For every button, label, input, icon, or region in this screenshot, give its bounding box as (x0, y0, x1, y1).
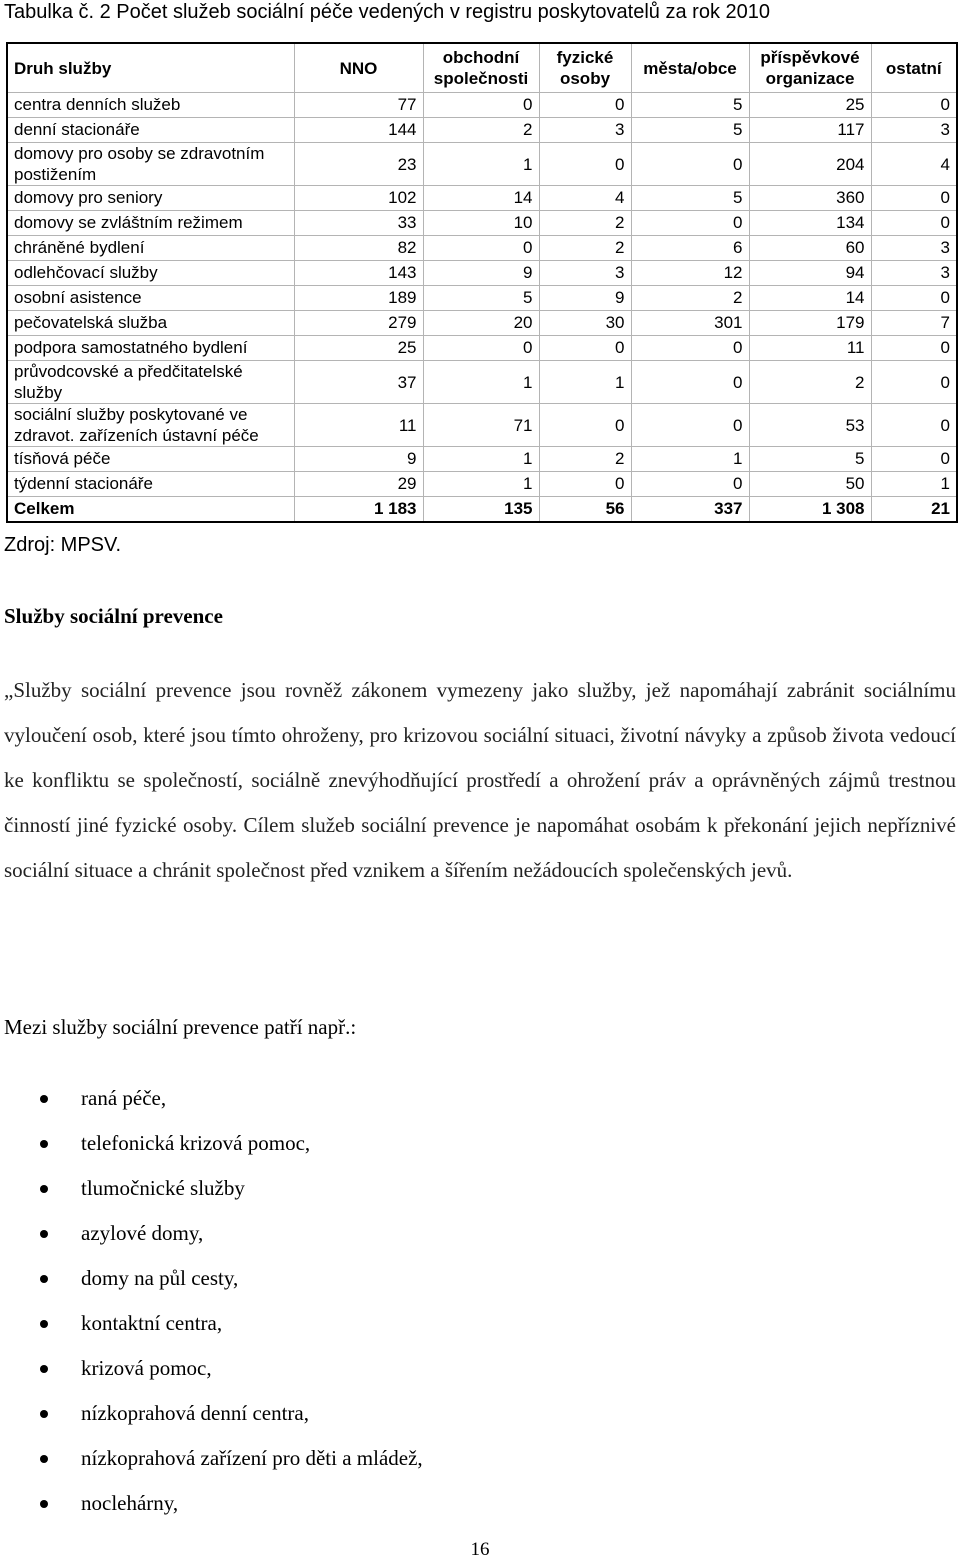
count-cell-mesta: 0 (631, 143, 749, 186)
count-cell-ost: 1 (871, 472, 957, 497)
count-cell-obch: 1 (423, 361, 539, 404)
column-header: NNO (294, 43, 423, 93)
table-row (7, 286, 957, 311)
count-cell-nno: 102 (294, 186, 423, 211)
service-type-cell: Celkem (7, 497, 294, 523)
services-table-wrapper (6, 42, 956, 523)
table-row (7, 261, 957, 286)
list-item (0, 1391, 423, 1436)
count-cell-fyz: 0 (539, 404, 631, 447)
count-cell-obch: 0 (423, 336, 539, 361)
count-cell-ost: 3 (871, 236, 957, 261)
service-type-cell: tísňová péče (7, 447, 294, 472)
count-cell-nno: 29 (294, 472, 423, 497)
count-cell-nno: 143 (294, 261, 423, 286)
count-cell-obch: 2 (423, 118, 539, 143)
count-cell-fyz: 2 (539, 236, 631, 261)
table-row (7, 472, 957, 497)
count-cell-prisp: 60 (749, 236, 871, 261)
count-cell-ost: 0 (871, 447, 957, 472)
count-cell-mesta: 12 (631, 261, 749, 286)
section-heading: Služby sociální prevence (4, 604, 223, 628)
count-cell-fyz: 30 (539, 311, 631, 336)
service-type-cell: domovy pro osoby se zdravotním postižením (7, 143, 294, 186)
count-cell-obch: 14 (423, 186, 539, 211)
column-header: ostatní (871, 43, 957, 93)
service-type-cell: odlehčovací služby (7, 261, 294, 286)
count-cell-obch: 135 (423, 497, 539, 523)
count-cell-obch: 1 (423, 143, 539, 186)
count-cell-mesta: 301 (631, 311, 749, 336)
count-cell-prisp: 5 (749, 447, 871, 472)
count-cell-fyz: 2 (539, 211, 631, 236)
table-row (7, 186, 957, 211)
list-item (0, 1481, 423, 1526)
count-cell-mesta: 0 (631, 404, 749, 447)
count-cell-mesta: 5 (631, 186, 749, 211)
count-cell-obch: 0 (423, 93, 539, 118)
count-cell-ost: 3 (871, 118, 957, 143)
table-row (7, 236, 957, 261)
column-header: Druh služby (7, 43, 294, 93)
table-row (7, 404, 957, 447)
table-total-row (7, 497, 957, 523)
column-header: obchodní společnosti (423, 43, 539, 93)
count-cell-prisp: 14 (749, 286, 871, 311)
count-cell-fyz: 9 (539, 286, 631, 311)
service-type-cell: sociální služby poskytované ve zdravot. zařízeních ústavní péče (7, 404, 294, 447)
table-body (7, 93, 957, 523)
count-cell-obch: 9 (423, 261, 539, 286)
count-cell-obch: 10 (423, 211, 539, 236)
count-cell-mesta: 337 (631, 497, 749, 523)
bullet-icon (40, 1455, 48, 1463)
count-cell-fyz: 2 (539, 447, 631, 472)
count-cell-ost: 0 (871, 404, 957, 447)
list-item (0, 1301, 423, 1346)
count-cell-prisp: 179 (749, 311, 871, 336)
count-cell-obch: 1 (423, 472, 539, 497)
count-cell-prisp: 134 (749, 211, 871, 236)
count-cell-ost: 0 (871, 361, 957, 404)
count-cell-mesta: 0 (631, 336, 749, 361)
count-cell-fyz: 1 (539, 361, 631, 404)
count-cell-nno: 11 (294, 404, 423, 447)
count-cell-prisp: 11 (749, 336, 871, 361)
count-cell-nno: 279 (294, 311, 423, 336)
list-intro: Mezi služby sociální prevence patří např.: (4, 1015, 357, 1039)
service-type-cell: chráněné bydlení (7, 236, 294, 261)
table-row (7, 336, 957, 361)
list-item (0, 1121, 423, 1166)
column-header: fyzické osoby (539, 43, 631, 93)
count-cell-ost: 0 (871, 336, 957, 361)
list-item-text: raná péče, (81, 1086, 167, 1110)
list-item-text: noclehárny, (81, 1491, 179, 1515)
count-cell-ost: 21 (871, 497, 957, 523)
count-cell-ost: 7 (871, 311, 957, 336)
count-cell-prisp: 53 (749, 404, 871, 447)
table-header-row (7, 43, 957, 93)
count-cell-fyz: 3 (539, 118, 631, 143)
count-cell-mesta: 0 (631, 211, 749, 236)
count-cell-ost: 0 (871, 186, 957, 211)
bullet-icon (40, 1185, 48, 1193)
table-row (7, 211, 957, 236)
count-cell-mesta: 1 (631, 447, 749, 472)
count-cell-nno: 1 183 (294, 497, 423, 523)
list-item-text: domy na půl cesty, (81, 1266, 239, 1290)
list-item-text: tlumočnické služby (81, 1176, 245, 1200)
service-type-cell: pečovatelská služba (7, 311, 294, 336)
count-cell-ost: 0 (871, 93, 957, 118)
count-cell-fyz: 0 (539, 93, 631, 118)
table-row (7, 447, 957, 472)
bullet-icon (40, 1140, 48, 1148)
table-row (7, 311, 957, 336)
list-item (0, 1346, 423, 1391)
list-item (0, 1166, 423, 1211)
table-row (7, 143, 957, 186)
count-cell-obch: 1 (423, 447, 539, 472)
count-cell-obch: 20 (423, 311, 539, 336)
list-item (0, 1076, 423, 1121)
count-cell-mesta: 5 (631, 93, 749, 118)
bullet-icon (40, 1095, 48, 1103)
count-cell-prisp: 360 (749, 186, 871, 211)
count-cell-nno: 77 (294, 93, 423, 118)
list-item (0, 1256, 423, 1301)
bullet-icon (40, 1275, 48, 1283)
count-cell-nno: 33 (294, 211, 423, 236)
count-cell-nno: 82 (294, 236, 423, 261)
service-type-cell: denní stacionáře (7, 118, 294, 143)
list-item-text: nízkoprahová denní centra, (81, 1401, 309, 1425)
body-paragraph: „Služby sociální prevence jsou rovněž zákonem vymezeny jako služby, jež napomáhají zabránit sociálnímu vyloučení osob, které jsou tímto ohroženy, pro krizovou sociální situaci, životní návyky a způsob života vedoucí ke konfliktu se společností, sociálně znevýhodňující prostředí a ohrožení práv a oprávněných zájmů trestnou činností jiné fyzické osoby. Cílem služeb sociální prevence je napomáhat osobám k překonání jejich nepříznivé sociální situace a chránit společnost před vznikem a šířením nežádoucích společenských jevů. (4, 678, 956, 882)
count-cell-prisp: 1 308 (749, 497, 871, 523)
service-type-cell: domovy se zvláštním režimem (7, 211, 294, 236)
service-type-cell: podpora samostatného bydlení (7, 336, 294, 361)
services-list (0, 1076, 423, 1526)
count-cell-ost: 0 (871, 286, 957, 311)
count-cell-fyz: 56 (539, 497, 631, 523)
bullet-icon (40, 1410, 48, 1418)
count-cell-nno: 9 (294, 447, 423, 472)
count-cell-mesta: 5 (631, 118, 749, 143)
count-cell-mesta: 0 (631, 472, 749, 497)
bullet-icon (40, 1365, 48, 1373)
count-cell-fyz: 0 (539, 336, 631, 361)
list-item-text: telefonická krizová pomoc, (81, 1131, 311, 1155)
count-cell-nno: 189 (294, 286, 423, 311)
service-type-cell: průvodcovské a předčitatelské služby (7, 361, 294, 404)
table-row (7, 361, 957, 404)
service-type-cell: týdenní stacionáře (7, 472, 294, 497)
services-table (6, 42, 958, 523)
count-cell-ost: 0 (871, 211, 957, 236)
table-caption: Tabulka č. 2 Počet služeb sociální péče vedených v registru poskytovatelů za rok 2010 (4, 1, 770, 23)
page-number: 16 (470, 1539, 490, 1560)
count-cell-prisp: 2 (749, 361, 871, 404)
bullet-icon (40, 1320, 48, 1328)
count-cell-mesta: 6 (631, 236, 749, 261)
table-row (7, 93, 957, 118)
count-cell-nno: 37 (294, 361, 423, 404)
count-cell-prisp: 25 (749, 93, 871, 118)
service-type-cell: osobní asistence (7, 286, 294, 311)
count-cell-fyz: 3 (539, 261, 631, 286)
count-cell-fyz: 0 (539, 143, 631, 186)
count-cell-obch: 71 (423, 404, 539, 447)
count-cell-fyz: 4 (539, 186, 631, 211)
count-cell-ost: 3 (871, 261, 957, 286)
count-cell-nno: 144 (294, 118, 423, 143)
count-cell-nno: 23 (294, 143, 423, 186)
list-item-text: krizová pomoc, (81, 1356, 212, 1380)
table-source: Zdroj: MPSV. (4, 534, 122, 556)
count-cell-mesta: 0 (631, 361, 749, 404)
list-item (0, 1211, 423, 1256)
list-item (0, 1436, 423, 1481)
bullet-icon (40, 1230, 48, 1238)
list-item-text: nízkoprahová zařízení pro děti a mládež, (81, 1446, 423, 1470)
count-cell-mesta: 2 (631, 286, 749, 311)
count-cell-nno: 25 (294, 336, 423, 361)
list-item-text: kontaktní centra, (81, 1311, 223, 1335)
service-type-cell: domovy pro seniory (7, 186, 294, 211)
count-cell-obch: 5 (423, 286, 539, 311)
count-cell-prisp: 50 (749, 472, 871, 497)
count-cell-obch: 0 (423, 236, 539, 261)
count-cell-fyz: 0 (539, 472, 631, 497)
bullet-icon (40, 1500, 48, 1508)
table-row (7, 118, 957, 143)
service-type-cell: centra denních služeb (7, 93, 294, 118)
count-cell-prisp: 117 (749, 118, 871, 143)
list-item-text: azylové domy, (81, 1221, 204, 1245)
column-header: města/obce (631, 43, 749, 93)
count-cell-prisp: 94 (749, 261, 871, 286)
column-header: příspěvkové organizace (749, 43, 871, 93)
count-cell-prisp: 204 (749, 143, 871, 186)
count-cell-ost: 4 (871, 143, 957, 186)
